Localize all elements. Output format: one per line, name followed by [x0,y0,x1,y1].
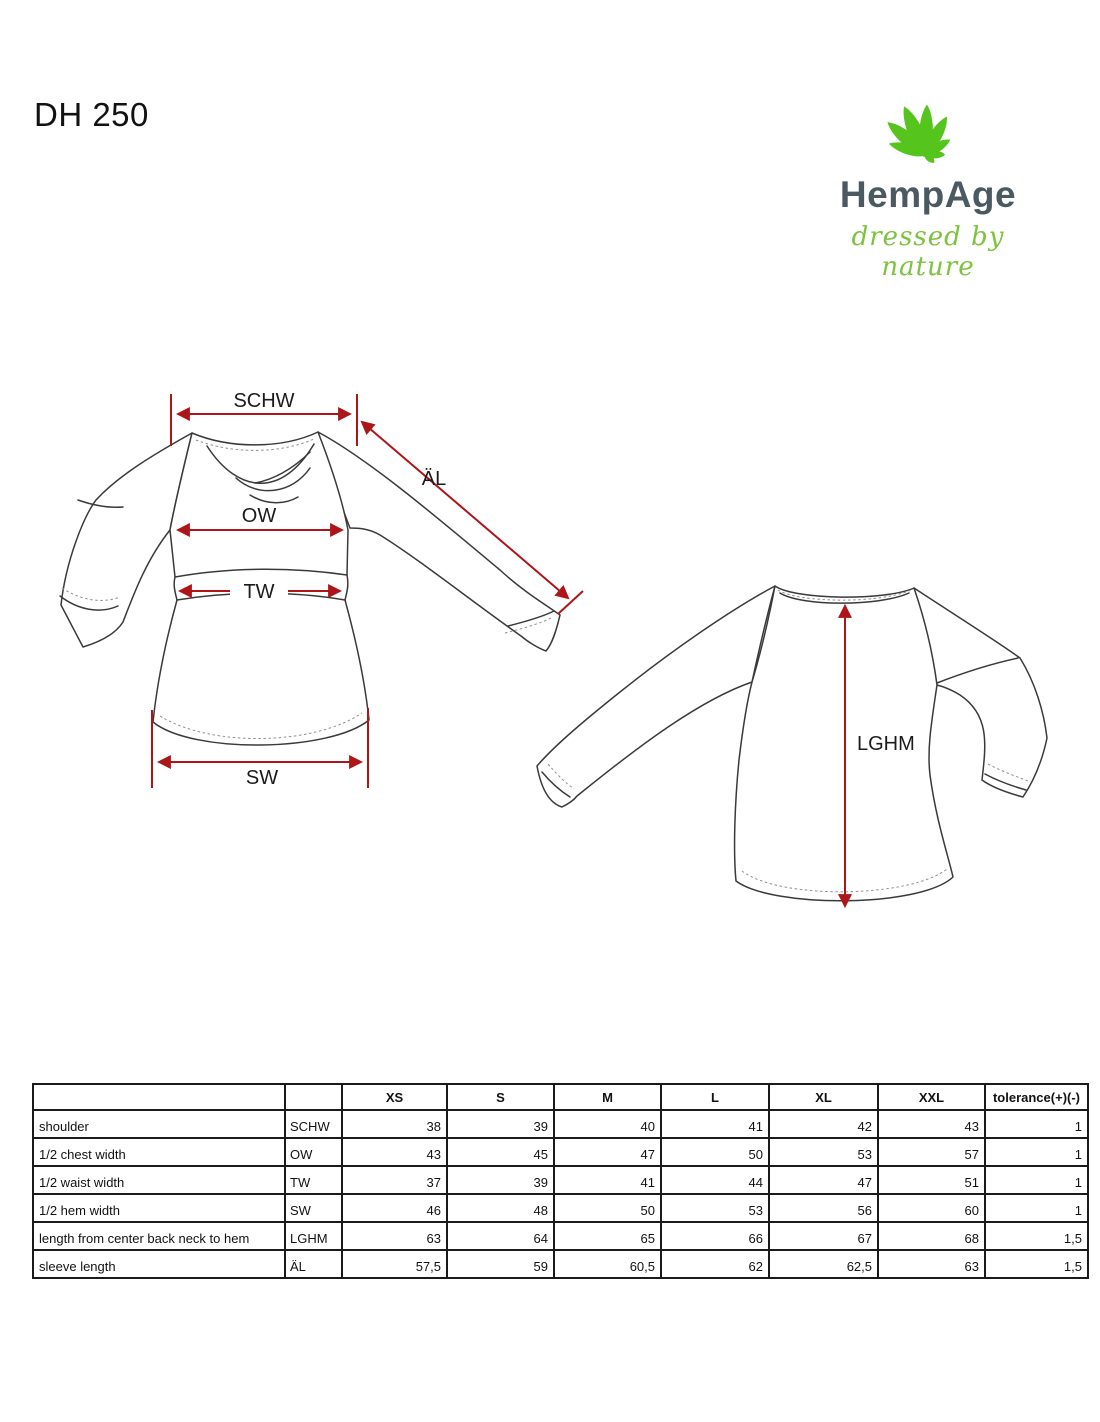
shoulder-measure-label: SCHW [233,390,295,412]
header-code [285,1084,342,1110]
size-value: 53 [661,1194,769,1222]
brand-logo [812,82,1044,282]
measure-code: SCHW [285,1110,342,1138]
size-value: 62,5 [769,1250,878,1278]
tolerance-value: 1 [985,1194,1088,1222]
size-value: 47 [769,1166,878,1194]
header-size-xs: XS [342,1084,447,1110]
size-value: 68 [878,1222,985,1250]
table-row [33,1222,1088,1250]
size-value: 53 [769,1138,878,1166]
header-tolerance: tolerance(+)(-) [985,1084,1088,1110]
size-value: 37 [342,1166,447,1194]
measure-label: 1/2 waist width [33,1166,285,1194]
size-value: 57,5 [342,1250,447,1278]
measure-label: 1/2 chest width [33,1138,285,1166]
size-value: 59 [447,1250,554,1278]
measure-code: OW [285,1138,342,1166]
size-value: 50 [554,1194,661,1222]
table-row [33,1250,1088,1278]
size-value: 50 [661,1138,769,1166]
size-value: 60 [878,1194,985,1222]
size-value: 40 [554,1110,661,1138]
size-value: 67 [769,1222,878,1250]
size-value: 65 [554,1222,661,1250]
size-value: 47 [554,1138,661,1166]
header-size-m: M [554,1084,661,1110]
size-value: 42 [769,1110,878,1138]
size-value: 38 [342,1110,447,1138]
size-value: 45 [447,1138,554,1166]
size-value: 56 [769,1194,878,1222]
waist-measure-label: TW [243,581,275,603]
measure-label: shoulder [33,1110,285,1138]
back-length-measure-label: LGHM [857,733,915,755]
header-size-l: L [661,1084,769,1110]
size-value: 57 [878,1138,985,1166]
tolerance-value: 1,5 [985,1222,1088,1250]
chest-measure-label: OW [241,505,277,527]
measure-code: LGHM [285,1222,342,1250]
hem-measure-label: SW [245,767,279,789]
size-value: 51 [878,1166,985,1194]
sleeve-length-measure-label: ÄL [421,468,447,490]
size-value: 41 [554,1166,661,1194]
size-value: 39 [447,1166,554,1194]
page-title: DH 250 [34,96,149,133]
tolerance-value: 1 [985,1138,1088,1166]
brand-name: HempAge [839,174,1017,215]
size-value: 66 [661,1222,769,1250]
measure-label: 1/2 hem width [33,1194,285,1222]
header-size-xl: XL [769,1084,878,1110]
size-value: 48 [447,1194,554,1222]
back-view-drawing [537,586,1047,906]
measure-code: ÄL [285,1250,342,1278]
measure-label: sleeve length [33,1250,285,1278]
tolerance-value: 1 [985,1166,1088,1194]
brand-tagline: dressed by nature [851,222,1005,282]
size-value: 46 [342,1194,447,1222]
size-value: 60,5 [554,1250,661,1278]
measure-label: length from center back neck to hem [33,1222,285,1250]
measure-code: TW [285,1166,342,1194]
size-value: 63 [878,1250,985,1278]
size-value: 43 [878,1110,985,1138]
table-row [33,1166,1088,1194]
size-value: 41 [661,1110,769,1138]
size-value: 64 [447,1222,554,1250]
garment-diagram [0,380,1100,940]
size-table-header-row [33,1084,1088,1110]
header-size-xxl: XXL [878,1084,985,1110]
size-value: 63 [342,1222,447,1250]
size-value: 43 [342,1138,447,1166]
measure-code: SW [285,1194,342,1222]
size-value: 44 [661,1166,769,1194]
header-measure [33,1084,285,1110]
table-row [33,1194,1088,1222]
header-size-s: S [447,1084,554,1110]
tolerance-value: 1 [985,1110,1088,1138]
table-row [33,1138,1088,1166]
size-value: 39 [447,1110,554,1138]
front-view-drawing [60,390,583,789]
hemp-leaf-icon [872,82,984,172]
tolerance-value: 1,5 [985,1250,1088,1278]
size-table [32,1083,1089,1279]
table-row [33,1110,1088,1138]
size-value: 62 [661,1250,769,1278]
